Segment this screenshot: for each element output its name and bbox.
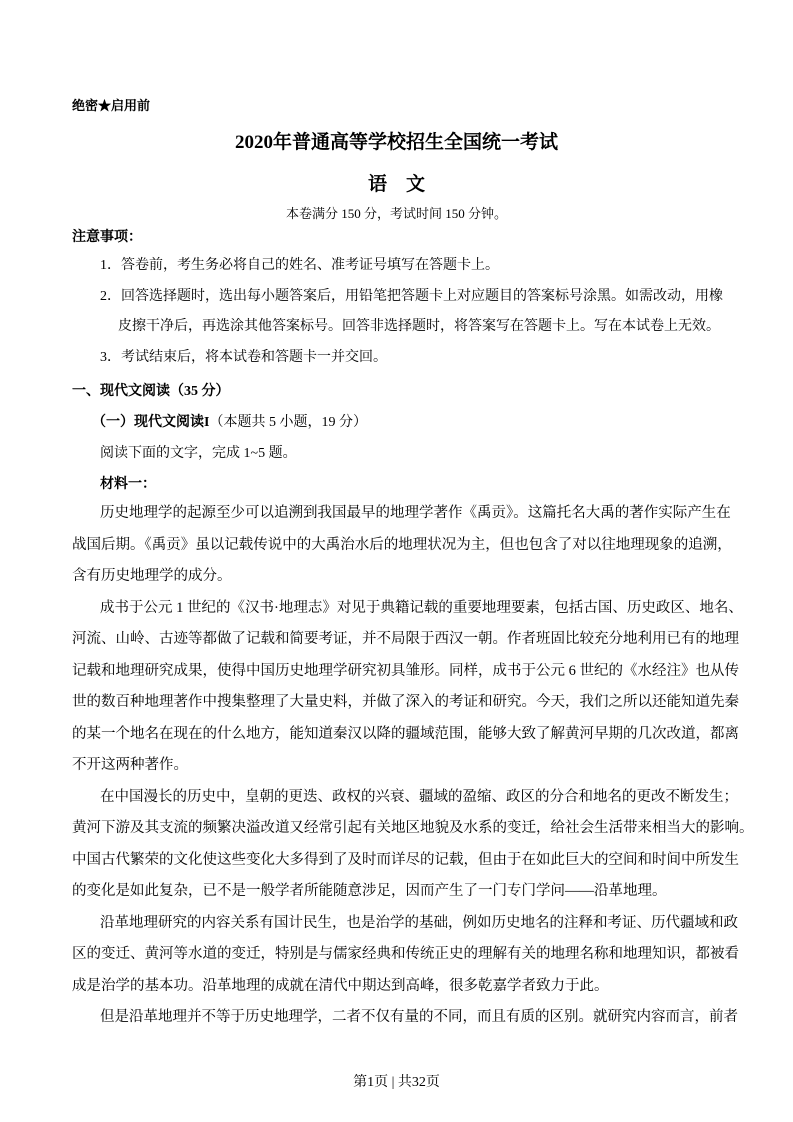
paragraph-line: 但是沿革地理并不等于历史地理学，二者不仅有量的不同，而且有质的区别。就研究内容而言，前者 [100, 1009, 738, 1025]
paragraph-line: 沿革地理研究的内容关系有国计民生，也是治学的基础，例如历史地名的注释和考证、历代疆域和政 [100, 914, 738, 931]
paragraph-line: 历史地理学的起源至少可以追溯到我国最早的地理学著作《禹贡》。这篇托名大禹的著作实际产生在 [100, 505, 731, 521]
subject-title: 语 文 [367, 174, 425, 195]
subsection-note: （本题共 5 小题，19 分） [209, 415, 367, 430]
page-footer [0, 1071, 793, 1091]
material-label: 材料一： [100, 477, 156, 492]
paragraph-line: 中国古代繁荣的文化使这些变化大多得到了及时而详尽的记载，但由于在如此巨大的空间和时间中所发生 [72, 851, 739, 868]
note-item: 3．考试结束后，将本试卷和答题卡一并交回。 [100, 350, 387, 365]
paragraph-line: 的变化是如此复杂，已不是一般学者所能随意涉足，因而产生了一门专门学问——沿革地理。 [72, 883, 667, 899]
note-item: 皮擦干净后，再选涂其他答案标号。回答非选择题时，将答案写在答题卡上。写在本试卷上无效。 [118, 319, 720, 334]
paragraph-line: 记载和地理研究成果，使得中国历史地理学研究初具雏形。同样，成书于公元 6 世纪的《水经注》也从传 [72, 662, 739, 679]
paragraph-line: 战国后期。《禹贡》虽以记载传说中的大禹治水后的地理状况为主，但也包含了对以往地理现象的追溯， [72, 536, 732, 553]
note-item: 1．答卷前，考生务必将自己的姓名、准考证号填写在答题卡上。 [100, 258, 499, 273]
paragraph-line: 黄河下游及其支流的频繁决溢改道又经常引起有关地区地貌及水系的变迁，给社会生活带来相当大的影响。 [72, 820, 754, 836]
paragraph-line: 成是治学的基本功。沿革地理的成就在清代中期达到高峰，很多乾嘉学者致力于此。 [72, 977, 609, 994]
note-item: 2．回答选择题时，选出每小题答案后，用铅笔把答题卡上对应题目的答案标号涂黑。如需改动，用橡 [100, 289, 723, 304]
notes-heading: 注意事项： [72, 230, 142, 245]
exam-subtitle: 本卷满分 150 分，考试时间 150 分钟。 [285, 206, 507, 221]
instruction: 阅读下面的文字，完成 1~5 题。 [100, 446, 297, 461]
paragraph-line: 不开这两种著作。 [72, 757, 188, 773]
page-total: 共32页 [397, 1075, 440, 1090]
page-number: 第1页 [353, 1075, 389, 1090]
secret-mark: 绝密★启用前 [72, 98, 151, 113]
page-title: 2020年普通高等学校招生全国统一考试 [234, 132, 558, 153]
paragraph-line: 的某一个地名在现在的什么地方，能知道秦汉以降的疆域范围，能够大致了解黄河早期的几次改道，都离 [72, 725, 739, 742]
footer-separator: | [391, 1075, 395, 1090]
subsection-title: （一）现代文阅读I [92, 415, 210, 430]
subsection-heading [92, 411, 367, 431]
paragraph-line: 成书于公元 1 世纪的《汉书·地理志》对见于典籍记载的重要地理要素，包括古国、历史政区、地名、 [100, 599, 743, 616]
paragraph-line: 世的数百种地理著作中搜集整理了大量史料，并做了深入的考证和研究。今天，我们之所以还能知道先秦 [72, 694, 739, 710]
paragraph-line: 在中国漫长的历史中，皇朝的更迭、政权的兴衰、疆域的盈缩、政区的分合和地名的更改不断发生； [100, 788, 738, 805]
paragraph-line: 区的变迁、黄河等水道的变迁，特别是与儒家经典和传统正史的理解有关的地理名称和地理知识，都被看 [72, 946, 739, 962]
section-heading: 一、现代文阅读（35 分） [72, 384, 230, 399]
paragraph-line: 河流、山岭、古迹等都做了记载和简要考证，并不局限于西汉一朝。作者班固比较充分地利用已有的地理 [72, 631, 739, 647]
paragraph-line: 含有历史地理学的成分。 [72, 568, 232, 584]
